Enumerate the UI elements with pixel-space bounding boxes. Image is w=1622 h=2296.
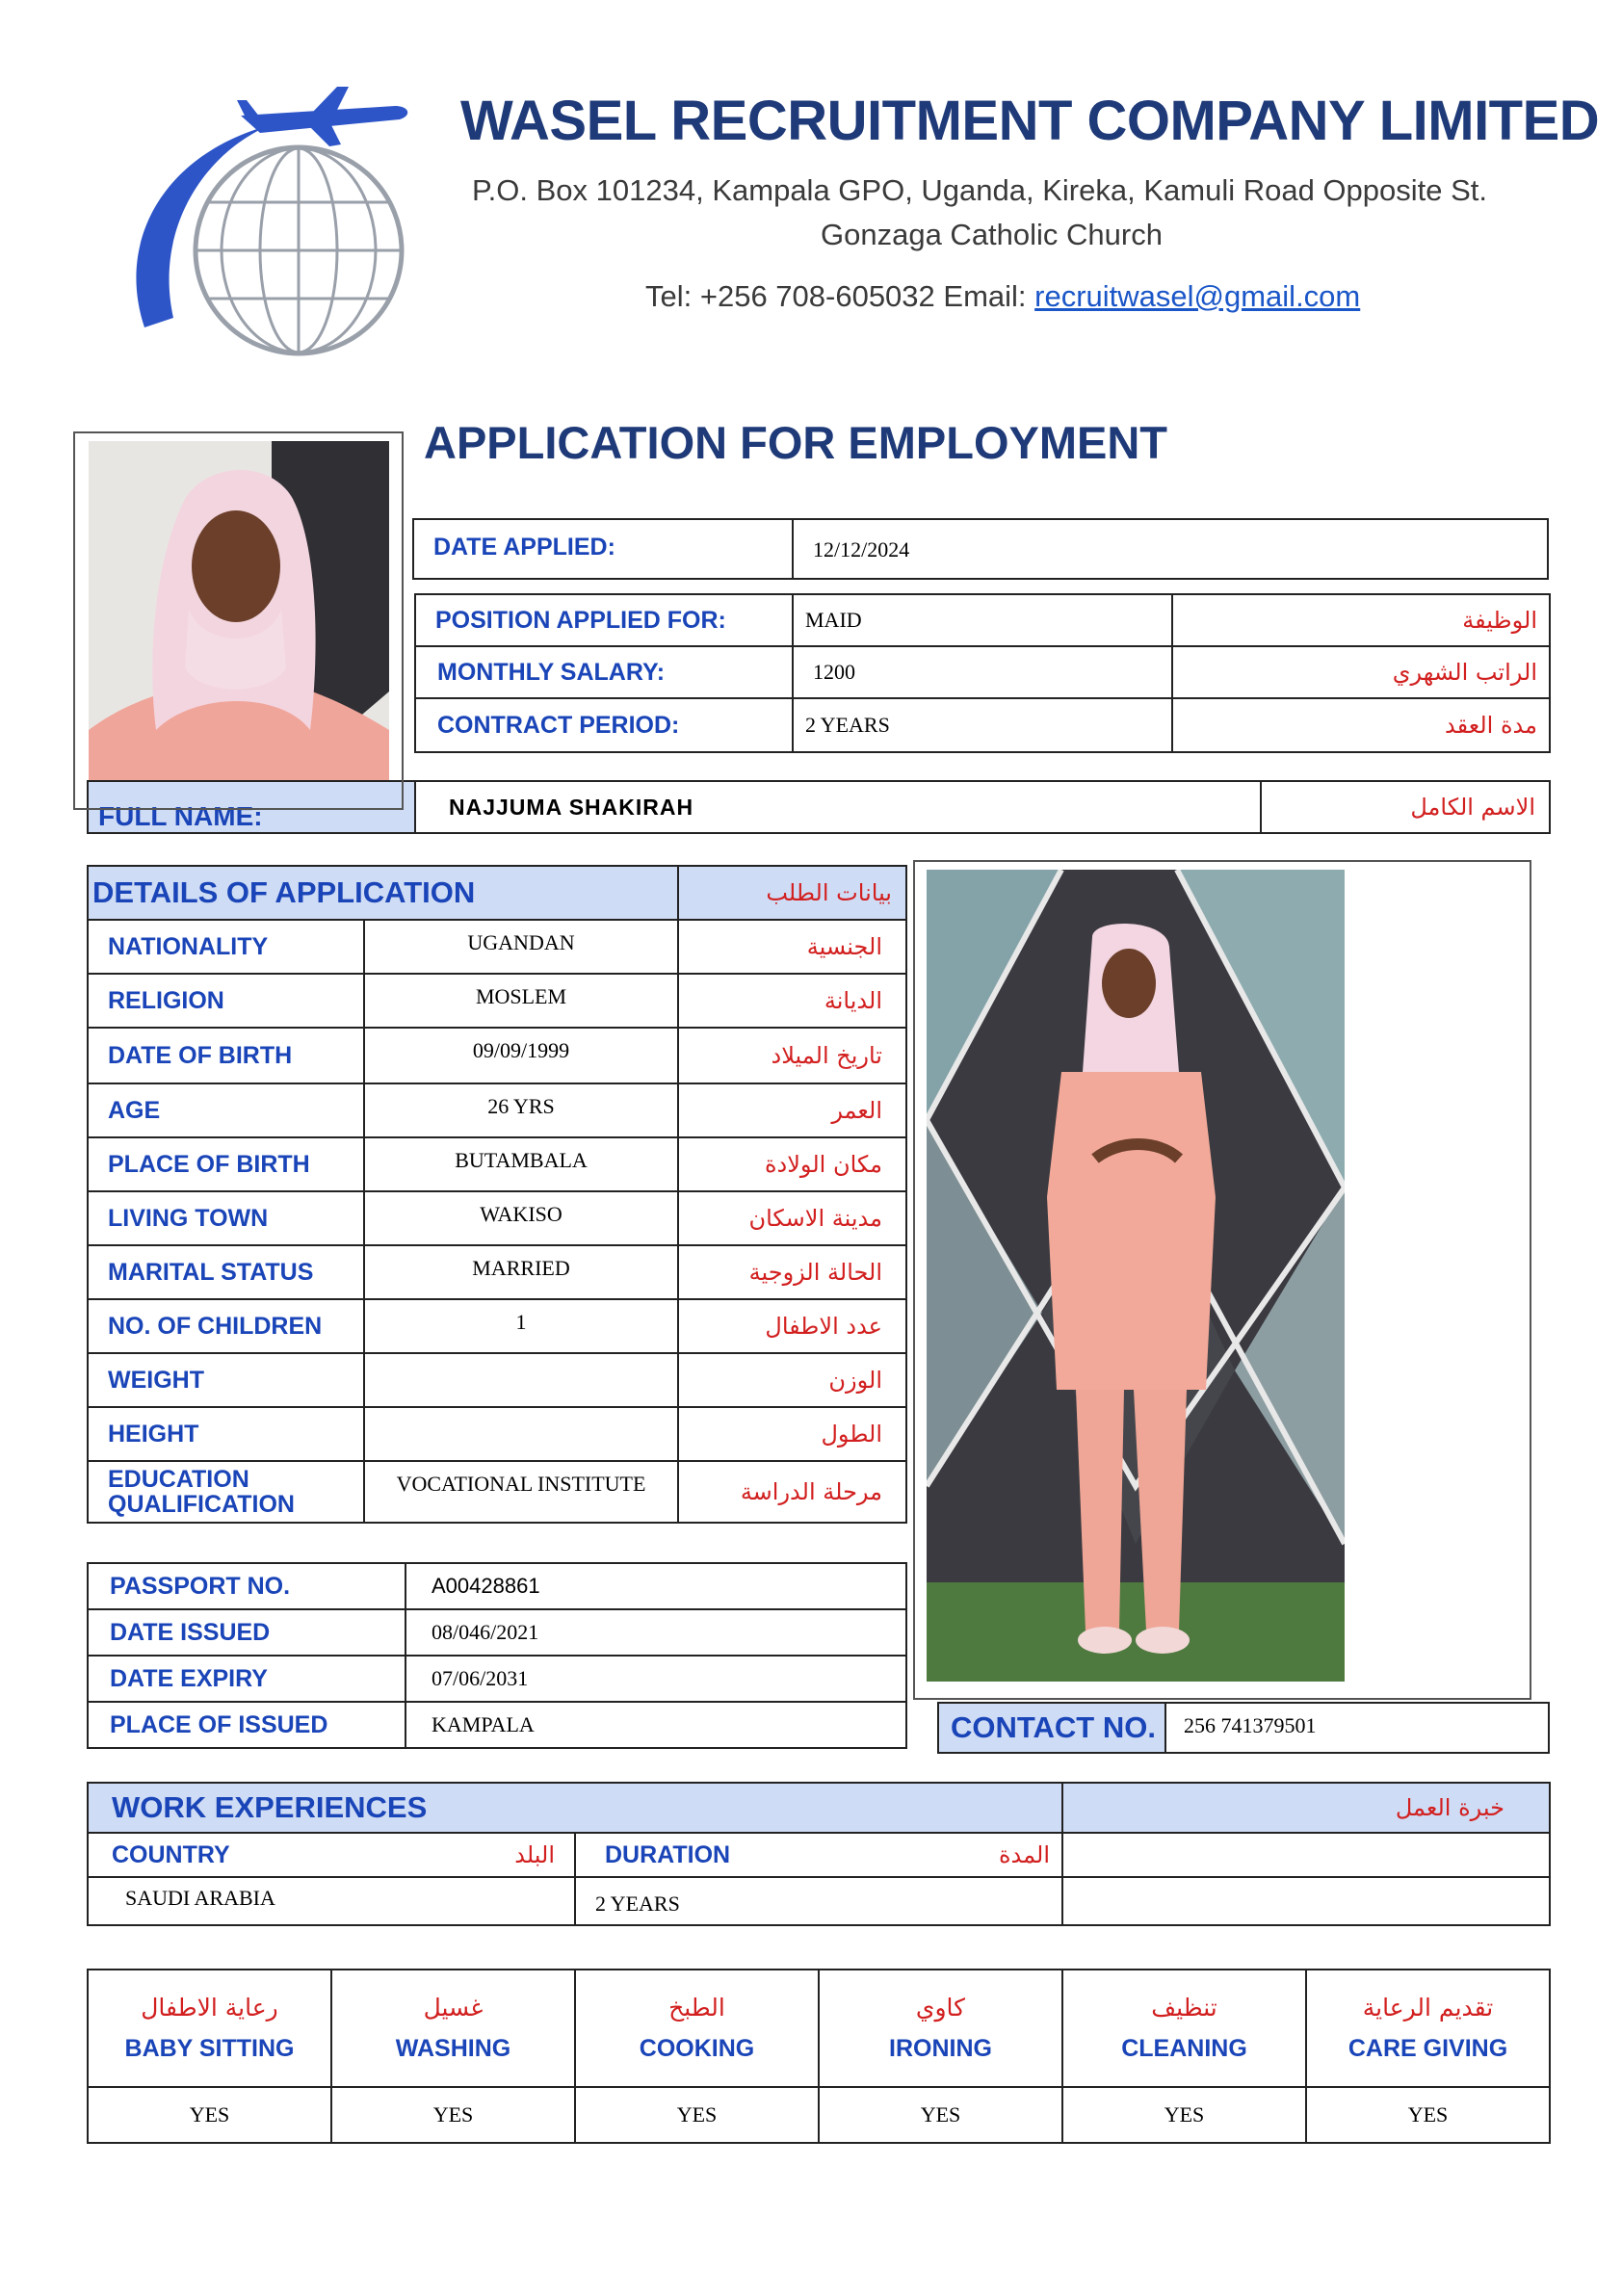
date-applied-value: 12/12/2024 — [813, 537, 910, 561]
place-of-birth-value: BUTAMBALA — [455, 1148, 588, 1172]
work-duration-value: 2 YEARS — [595, 1892, 680, 1916]
country-column-label: COUNTRY — [112, 1840, 230, 1868]
age-arabic-label: العمر — [831, 1097, 882, 1124]
nationality-value: UGANDAN — [467, 930, 575, 954]
skill-ironing-label: IRONING — [889, 2035, 992, 2062]
table-row — [88, 1656, 906, 1702]
table-row — [88, 1191, 906, 1245]
skill-washing-label: WASHING — [395, 2035, 511, 2062]
date-of-birth-value: 09/09/1999 — [472, 1038, 570, 1062]
skill-washing-arabic: غسيل — [423, 1994, 484, 2022]
date-applied-label-cell — [413, 519, 793, 579]
table-row — [415, 698, 1550, 752]
table-row — [88, 974, 906, 1028]
duration-column-label: DURATION — [605, 1840, 731, 1868]
email-link[interactable]: recruitwasel@gmail.com — [1034, 279, 1361, 313]
table-row — [88, 920, 906, 974]
skill-ironing-cell — [819, 1970, 1062, 2087]
portrait-photo-overlay — [89, 441, 389, 800]
company-contact-line — [645, 279, 1360, 314]
company-logo — [106, 87, 424, 376]
skill-ironing-value: YES — [920, 2102, 961, 2126]
duration-column-arabic: المدة — [998, 1841, 1050, 1868]
contract-period-value: 2 YEARS — [805, 713, 890, 737]
skill-cooking-value: YES — [676, 2102, 718, 2126]
full-name-label: FULL NAME: — [98, 801, 263, 831]
skill-cleaning-value: YES — [1164, 2102, 1205, 2126]
passport-body — [88, 1563, 906, 1748]
skill-care-giving-value: YES — [1407, 2102, 1449, 2126]
date-expiry-value: 07/06/2031 — [432, 1666, 529, 1690]
work-header-arabic: خبرة العمل — [1395, 1794, 1504, 1821]
table-row — [88, 1353, 906, 1407]
skill-baby-sitting-value: YES — [189, 2102, 230, 2126]
religion-label: RELIGION — [108, 986, 224, 1014]
height-label: HEIGHT — [108, 1420, 199, 1448]
skill-cleaning-arabic: تنظيف — [1151, 1994, 1217, 2022]
date-of-birth-arabic-label: تاريخ الميلاد — [771, 1042, 882, 1069]
skill-baby-sitting-arabic: رعاية الاطفال — [141, 1994, 278, 2022]
place-of-birth-label: PLACE OF BIRTH — [108, 1150, 310, 1178]
nationality-label: NATIONALITY — [108, 932, 269, 960]
age-label: AGE — [108, 1096, 161, 1124]
living-town-label: LIVING TOWN — [108, 1204, 269, 1232]
table-row — [88, 1461, 906, 1523]
education-qualification-value: VOCATIONAL INSTITUTE — [396, 1472, 646, 1496]
full-name-value: NAJJUMA SHAKIRAH — [449, 794, 694, 820]
skill-baby-sitting-label: BABY SITTING — [124, 2035, 295, 2062]
company-address-line2: Gonzaga Catholic Church — [821, 218, 1163, 251]
contact-table — [937, 1702, 1550, 1754]
marital-status-label: MARITAL STATUS — [108, 1258, 314, 1286]
details-header-row — [88, 866, 906, 920]
company-name: WASEL RECRUITMENT COMPANY LIMITED — [460, 90, 1600, 152]
monthly-salary-label: MONTHLY SALARY: — [437, 658, 666, 686]
form-title: APPLICATION FOR EMPLOYMENT — [424, 417, 1168, 468]
height-arabic-label: الطول — [821, 1421, 882, 1448]
position-value: MAID — [805, 608, 862, 632]
weight-arabic-label: الوزن — [828, 1367, 882, 1394]
living-town-arabic-label: مدينة الاسكان — [748, 1205, 882, 1232]
religion-value: MOSLEM — [475, 984, 567, 1008]
work-header-row — [88, 1783, 1550, 1833]
details-table — [87, 865, 907, 1524]
table-row — [88, 1245, 906, 1299]
contact-label: CONTACT NO. — [951, 1710, 1156, 1744]
skill-cooking-arabic: الطبخ — [668, 1994, 725, 2022]
table-row — [88, 1137, 906, 1191]
date-applied-label: DATE APPLIED: — [433, 534, 615, 561]
position-label: POSITION APPLIED FOR: — [435, 606, 726, 634]
details-header: DETAILS OF APPLICATION — [92, 875, 476, 909]
position-arabic-label: الوظيفة — [1462, 607, 1537, 634]
religion-arabic-label: الديانة — [824, 987, 882, 1014]
skill-cleaning-label: CLEANING — [1121, 2035, 1247, 2062]
skills-values-row — [88, 2087, 1550, 2143]
skill-ironing-arabic: كاوي — [915, 1994, 966, 2022]
place-of-issued-label: PLACE OF ISSUED — [110, 1710, 328, 1738]
table-row — [88, 1702, 906, 1748]
skill-cooking-label: COOKING — [639, 2035, 755, 2062]
skill-care-giving-cell — [1306, 1970, 1550, 2087]
contract-period-label: CONTRACT PERIOD: — [437, 711, 680, 739]
work-header: WORK EXPERIENCES — [112, 1790, 428, 1824]
skill-baby-sitting-cell — [88, 1970, 331, 2087]
no-of-children-value: 1 — [515, 1310, 527, 1334]
full-name-arabic-label: الاسم الكامل — [1410, 794, 1535, 821]
details-header-arabic: بيانات الطلب — [766, 879, 892, 906]
marital-status-arabic-label: الحالة الزوجية — [748, 1259, 882, 1286]
education-qualification-label: EDUCATION QUALIFICATION — [108, 1466, 295, 1518]
skill-washing-value: YES — [432, 2102, 474, 2126]
monthly-salary-value: 1200 — [813, 660, 855, 684]
skill-cooking-cell — [575, 1970, 819, 2087]
passport-no-label: PASSPORT NO. — [110, 1572, 291, 1600]
marital-status-value: MARRIED — [472, 1256, 570, 1280]
skill-care-giving-label: CARE GIVING — [1347, 2035, 1508, 2062]
skill-care-giving-arabic: تقديم الرعاية — [1362, 1994, 1494, 2022]
date-issued-value: 08/046/2021 — [432, 1620, 539, 1644]
contract-period-arabic-label: مدة العقد — [1445, 712, 1537, 739]
work-country-value: SAUDI ARABIA — [125, 1886, 275, 1910]
details-body — [88, 920, 906, 1523]
skill-cleaning-cell — [1062, 1970, 1306, 2087]
skills-table — [87, 1969, 1551, 2144]
work-experience-table — [87, 1782, 1551, 1926]
position-table — [414, 593, 1551, 753]
date-applied-table — [412, 518, 1549, 580]
date-expiry-label: DATE EXPIRY — [110, 1664, 268, 1692]
passport-no-value: A00428861 — [432, 1574, 540, 1598]
telephone-text: Tel: +256 708-605032 Email: — [645, 279, 1035, 313]
weight-label: WEIGHT — [108, 1366, 204, 1394]
table-row — [88, 1083, 906, 1137]
date-applied-value-cell — [793, 519, 1548, 579]
contact-value: 256 741379501 — [1184, 1713, 1317, 1737]
table-row — [415, 594, 1550, 646]
living-town-value: WAKISO — [480, 1202, 562, 1226]
table-row — [88, 1877, 1550, 1925]
country-column-arabic: البلد — [514, 1841, 555, 1868]
education-qualification-arabic-label: مرحلة الدراسة — [740, 1478, 882, 1505]
table-row — [88, 1028, 906, 1083]
table-row — [88, 1609, 906, 1656]
skills-header-row — [88, 1970, 1550, 2087]
full-body-photo — [927, 870, 1345, 1682]
monthly-salary-arabic-label: الراتب الشهري — [1392, 659, 1537, 686]
place-of-birth-arabic-label: مكان الولادة — [764, 1151, 882, 1178]
place-of-issued-value: KAMPALA — [432, 1712, 535, 1736]
age-value: 26 YRS — [487, 1094, 555, 1118]
date-of-birth-label: DATE OF BIRTH — [108, 1041, 293, 1069]
skill-washing-cell — [331, 1970, 575, 2087]
table-row — [415, 646, 1550, 698]
no-of-children-label: NO. OF CHILDREN — [108, 1312, 323, 1340]
passport-table — [87, 1562, 907, 1749]
no-of-children-arabic-label: عدد الاطفال — [765, 1313, 882, 1340]
table-row — [88, 1563, 906, 1609]
nationality-arabic-label: الجنسية — [806, 933, 882, 960]
company-address-line1: P.O. Box 101234, Kampala GPO, Uganda, Kireka, Kamuli Road Opposite St. — [472, 173, 1488, 207]
table-row — [88, 1407, 906, 1461]
table-row — [88, 1299, 906, 1353]
date-issued-label: DATE ISSUED — [110, 1618, 271, 1646]
work-columns-row — [88, 1833, 1550, 1877]
